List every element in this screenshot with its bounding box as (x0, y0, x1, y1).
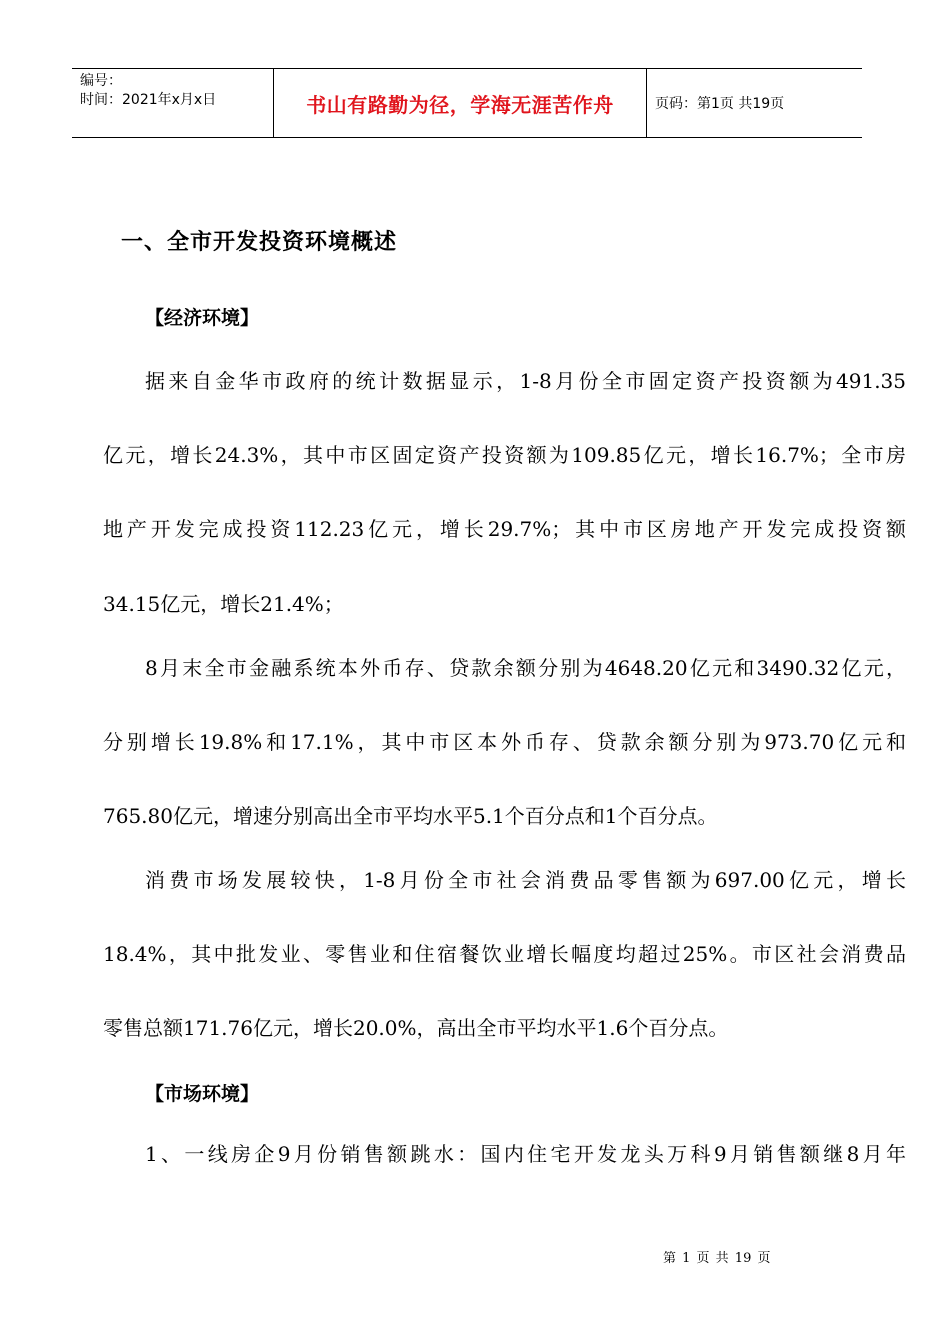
paragraph-line: 18.4%，其中批发业、零售业和住宿餐饮业增长幅度均超过25%。市区社会消费品 (103, 942, 906, 966)
paragraph-line: 分别增长19.8%和17.1%，其中市区本外币存、贷款余额分别为973.70亿元和 (103, 730, 906, 754)
section-heading: 一、全市开发投资环境概述 (121, 230, 398, 255)
paragraph-line: 据来自金华市政府的统计数据显示，1-8月份全市固定资产投资额为491.35 (145, 369, 906, 393)
paragraph-line: 消费市场发展较快，1-8月份全市社会消费品零售额为697.00亿元，增长 (145, 868, 906, 892)
paragraph-line: 地产开发完成投资112.23亿元，增长29.7%；其中市区房地产开发完成投资额 (103, 517, 906, 541)
header-page-info: 页码：第1页 共19页 (655, 96, 785, 112)
paragraph-line: 765.80亿元，增速分别高出全市平均水平5.1个百分点和1个百分点。 (103, 804, 718, 828)
document-number-label: 编号： (80, 73, 122, 89)
page-number: 第 1 页 共 19 页 (663, 1251, 771, 1266)
page-header (72, 68, 862, 138)
paragraph-line: 亿元，增长24.3%，其中市区固定资产投资额为109.85亿元，增长16.7%；全市房 (103, 443, 906, 467)
document-time-label: 时间：2021年x月x日 (80, 92, 217, 108)
header-slogan: 书山有路勤为径，学海无涯苦作舟 (273, 69, 647, 137)
economy-section-title: 【经济环境】 (145, 307, 260, 329)
paragraph-line: 1、一线房企9月份销售额跳水：国内住宅开发龙头万科9月销售额继8月年 (145, 1142, 906, 1166)
paragraph-line: 8月末全市金融系统本外币存、贷款余额分别为4648.20亿元和3490.32亿元， (145, 656, 906, 680)
paragraph-line: 34.15亿元，增长21.4%； (103, 592, 344, 616)
header-meta (72, 69, 273, 137)
market-section-title: 【市场环境】 (145, 1083, 260, 1105)
paragraph-line: 零售总额171.76亿元，增长20.0%，高出全市平均水平1.6个百分点。 (103, 1016, 729, 1040)
